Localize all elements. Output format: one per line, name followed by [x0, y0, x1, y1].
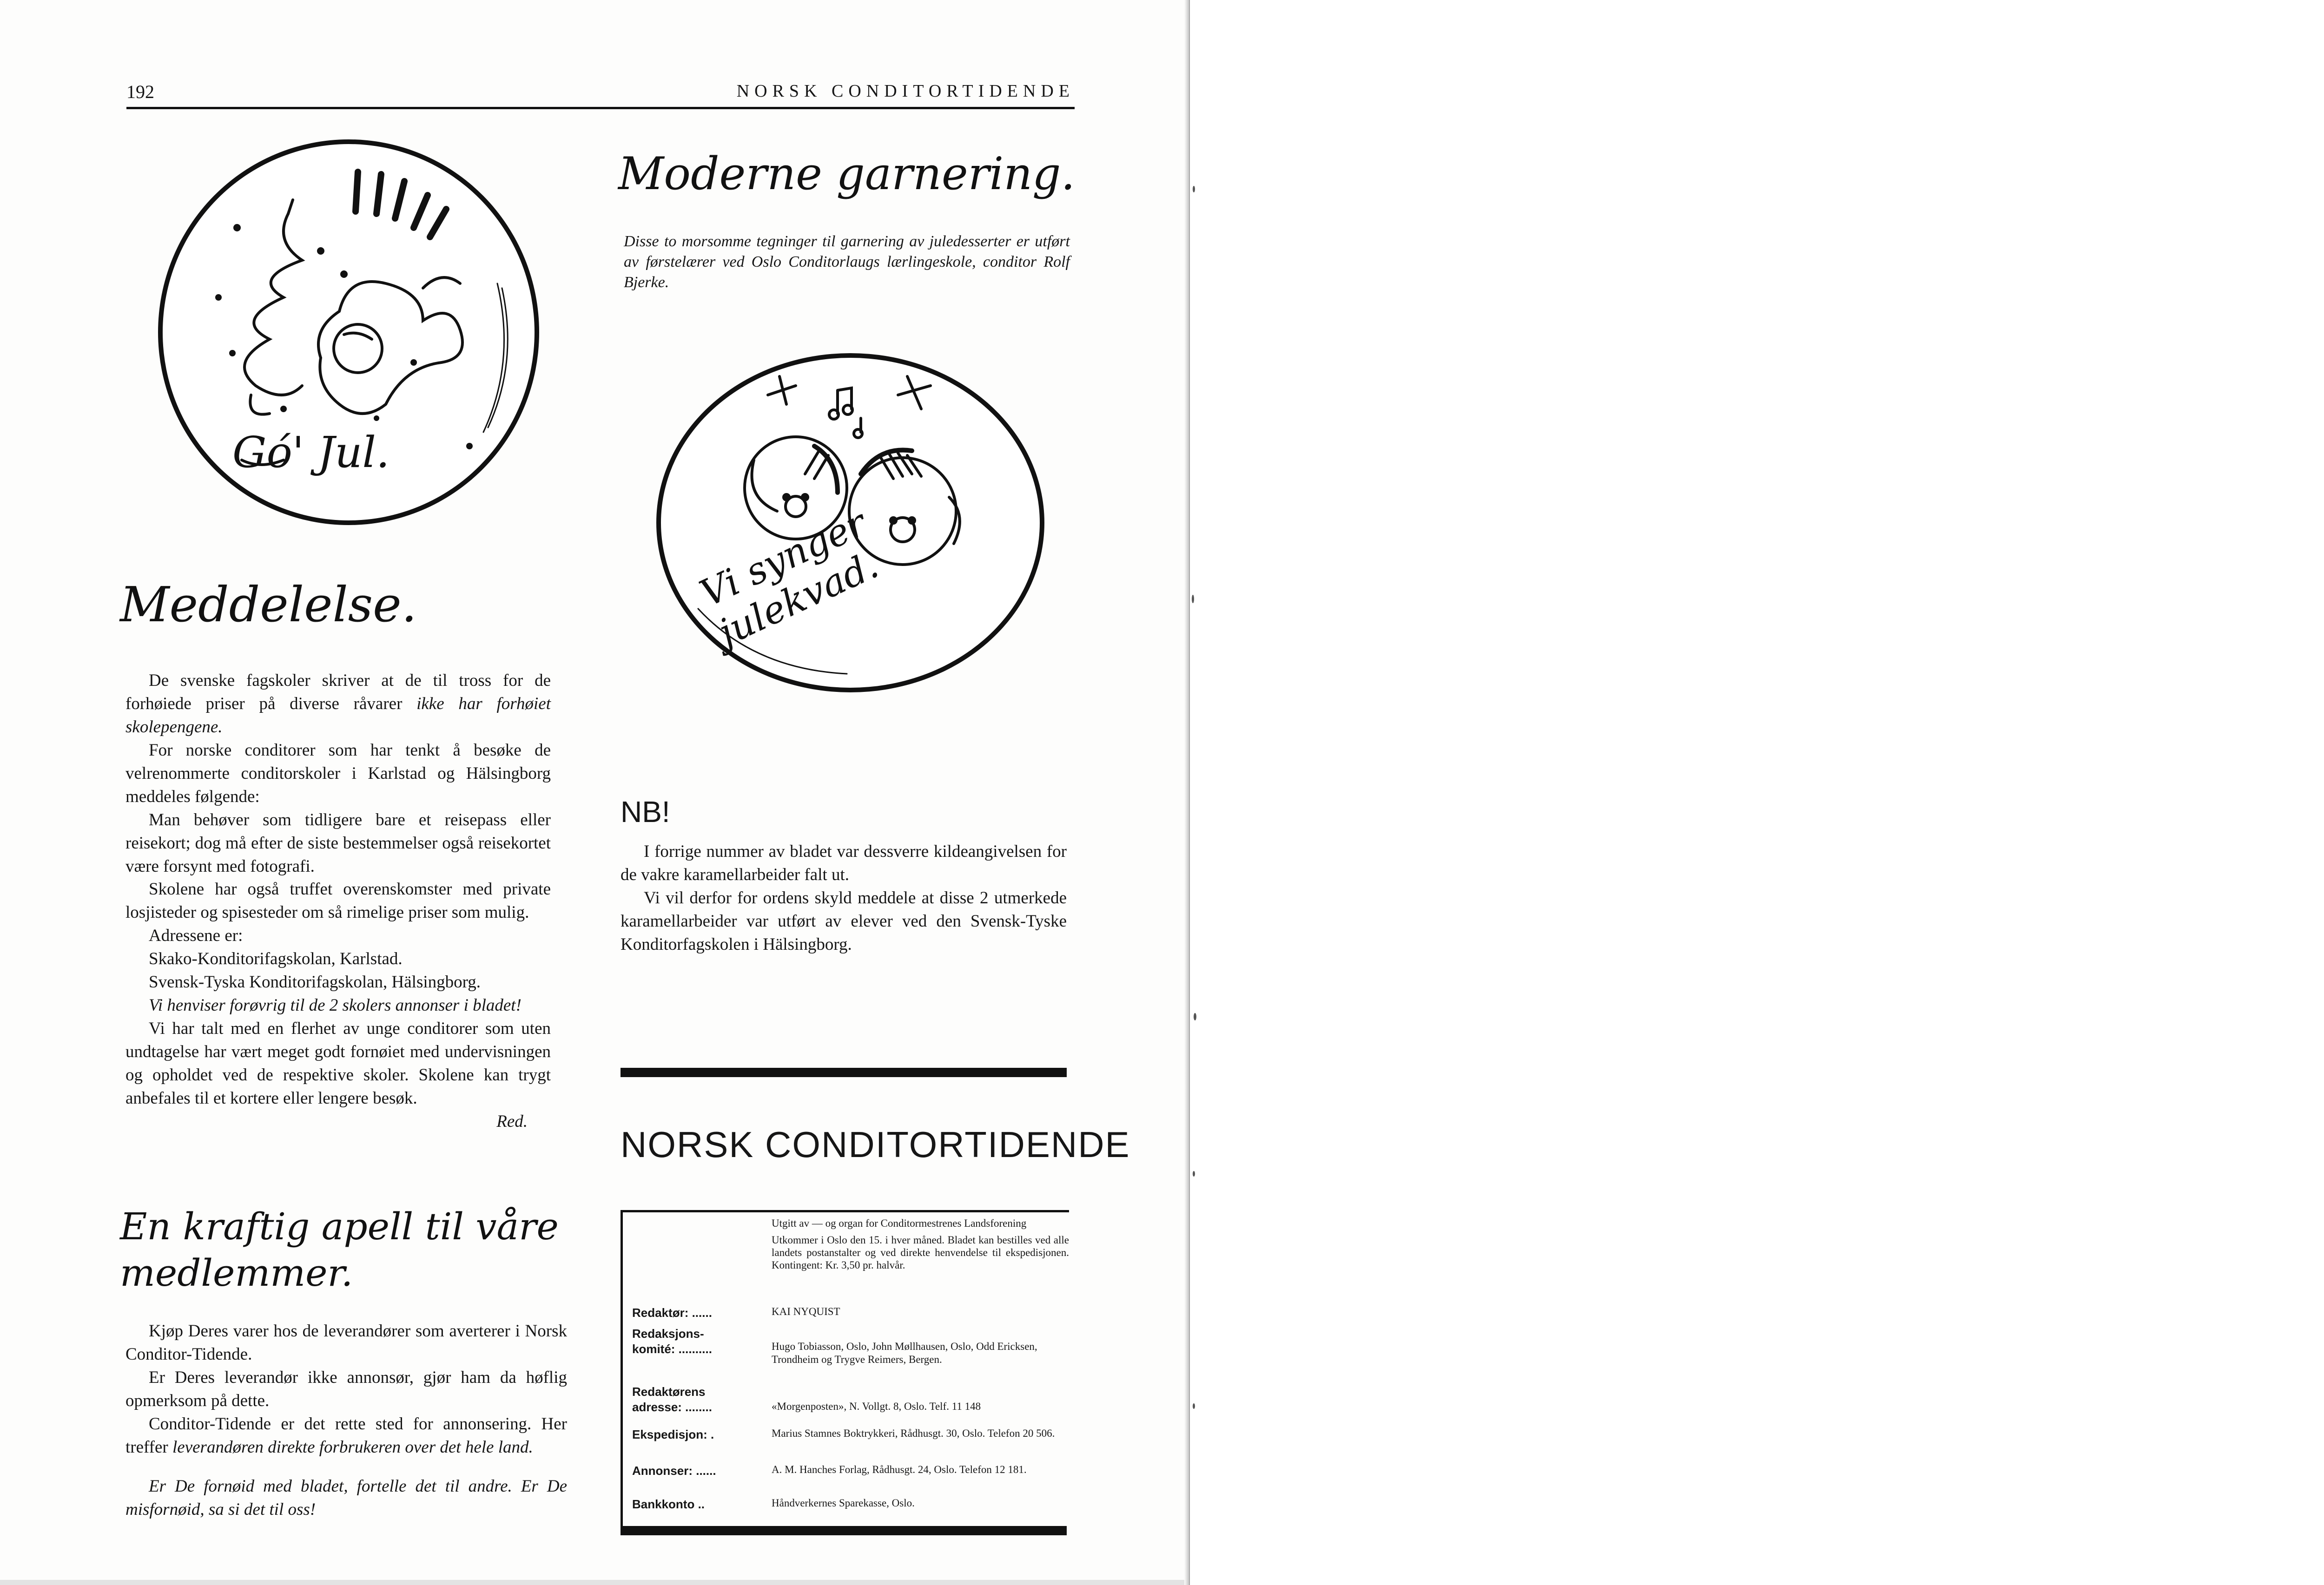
imprint-value: «Morgenposten», N. Vollgt. 8, Oslo. Telf. 11 148 [772, 1401, 981, 1412]
nb-paragraph-1: I forrige nummer av bladet var dessverre kildeangivelsen for de vakre karamellarbeider falt ut. [621, 842, 1067, 884]
meddelelse-paragraph-5: Adressene er: [149, 926, 243, 946]
plate-carol-text: Vi synger julekvad. [693, 501, 885, 655]
appell-article [125, 1320, 567, 1521]
scan-speck [1193, 1403, 1195, 1409]
imprint-label: Redaksjons- komité: .......... [632, 1327, 712, 1356]
meddelelse-emphasis: ikke har forhøiet skolepengene. [125, 694, 551, 737]
appell-paragraph-1: Kjøp Deres varer hos de leverandører som averterer i Norsk Conditor-Tidende. [125, 1322, 567, 1364]
imprint-value: Marius Stamnes Boktrykkeri, Rådhusgt. 30, Oslo. Telefon 20 506. [772, 1427, 1055, 1439]
meddelelse-article [125, 669, 551, 1133]
masthead-title: NORSK CONDITORTIDENDE [621, 1124, 1130, 1165]
nb-notice [621, 840, 1067, 956]
imprint-intro [772, 1217, 1069, 1276]
appell-paragraph-3: Conditor-Tidende er det rette sted for annonsering. Her treffer leverandøren direkte forbrukeren over det hele land. [125, 1414, 567, 1457]
meddelelse-paragraph-7: Svensk-Tyska Konditorifagskolan, Hälsingborg. [149, 973, 481, 992]
imprint-value: A. M. Hanches Forlag, Rådhusgt. 24, Oslo. Telefon 12 181. [772, 1464, 1027, 1475]
carol-plate-illustration [656, 353, 1044, 692]
journal-name: NORSK CONDITORTIDENDE [736, 81, 1075, 101]
meddelelse-paragraph-9: Vi har talt med en flerhet av unge conditorer som uten undtagelse har vært meget godt fornøiet med undervisningen og opholdet ved de respektive skoler. Skolene kan trygt anbefales til et kortere eller lengere besøk. [125, 1019, 551, 1108]
appell-paragraph-2: Er Deres leverandør ikke annonsør, gjør ham da høflig opmerksom på dette. [125, 1368, 567, 1410]
imprint-box [621, 1210, 1069, 1535]
imprint-label: Redaktørens adresse: ........ [632, 1385, 712, 1414]
meddelelse-paragraph-2: For norske conditorer som har tenkt å besøke de velrenommerte conditorskoler i Karlstad og Hälsingborg meddeles følgende: [125, 740, 551, 806]
imprint-label: Annonser: ...... [632, 1464, 716, 1478]
imprint-label: Bankkonto .. [632, 1497, 705, 1511]
imprint-bottom-rule [621, 1526, 1067, 1535]
meddelelse-heading: Meddelelse. [120, 576, 417, 633]
imprint-subscription: Utkommer i Oslo den 15. i hver måned. Bladet kan bestilles ved alle landets postanstalter og ved direkte henvendelse til ekspedisjonen. Kontingent: Kr. 3,50 pr. halvår. [772, 1234, 1069, 1271]
nb-paragraph-2: Vi vil derfor for ordens skyld meddele at disse 2 utmerkede karamellarbeider var utført av elever ved den Svensk-Tyske Konditorfagskolen i Hälsingborg. [621, 888, 1067, 954]
right-page-blank [1190, 0, 2324, 1585]
scan-speck [1193, 1171, 1195, 1177]
imprint-label: Redaktør: ...... [632, 1306, 712, 1320]
page-bottom-edge [0, 1580, 1184, 1585]
moderne-garnering-caption: Disse to morsomme tegninger til garnering av juledesserter er utført av førstelærer ved Oslo Conditorlaugs lærlingeskole, conditor Rolf Bjerke. [624, 233, 1070, 291]
imprint-value: KAI NYQUIST [772, 1306, 840, 1317]
imprint-value: Hugo Tobiasson, Oslo, John Møllhausen, Oslo, Odd Ericksen, Trondheim og Trygve Reimers, Bergen. [772, 1341, 1037, 1365]
running-head [126, 79, 1075, 109]
christmas-plate-illustration [158, 139, 539, 525]
plate-greeting-text: Gó' Jul. [232, 427, 390, 477]
nb-heading: NB! [621, 795, 670, 829]
appell-closing: Er De fornøid med bladet, fortelle det til andre. Er De misfornøid, sa si det til oss! [125, 1476, 567, 1519]
meddelelse-paragraph-3: Man behøver som tidligere bare et reisepass eller reisekort; dog må efter de siste bestemmelser også reisekortet være forsynt med fotografi. [125, 810, 551, 876]
meddelelse-paragraph-8: Vi henviser forøvrig til de 2 skolers annonser i bladet! [149, 996, 522, 1015]
article-signature: Red. [496, 1111, 528, 1131]
moderne-garnering-heading: Moderne garnering. [618, 148, 1076, 200]
page-number: 192 [126, 81, 154, 102]
scan-speck [1192, 595, 1194, 603]
meddelelse-paragraph-1: De svenske fagskoler skriver at de til tross for de forhøiede priser på diverse råvarer ikke har forhøiet skolepengene. [125, 671, 551, 737]
imprint-value: Håndverkernes Sparekasse, Oslo. [772, 1497, 915, 1509]
scan-speck [1194, 1013, 1196, 1020]
meddelelse-paragraph-6: Skako-Konditorifagskolan, Karlstad. [149, 949, 403, 969]
imprint-publisher: Utgitt av — og organ for Conditormestrenes Landsforening [772, 1217, 1027, 1229]
appell-emphasis: leverandøren direkte forbrukeren over det hele land. [172, 1437, 533, 1457]
meddelelse-paragraph-4: Skolene har også truffet overenskomster med private losjisteder og spisesteder om så rimelige priser som mulig. [125, 880, 551, 922]
scan-speck [1193, 186, 1195, 192]
section-divider-rule [621, 1068, 1067, 1077]
appell-heading: En kraftig apell til våre medlemmer. [120, 1205, 559, 1295]
imprint-label: Ekspedisjon: . [632, 1427, 714, 1441]
